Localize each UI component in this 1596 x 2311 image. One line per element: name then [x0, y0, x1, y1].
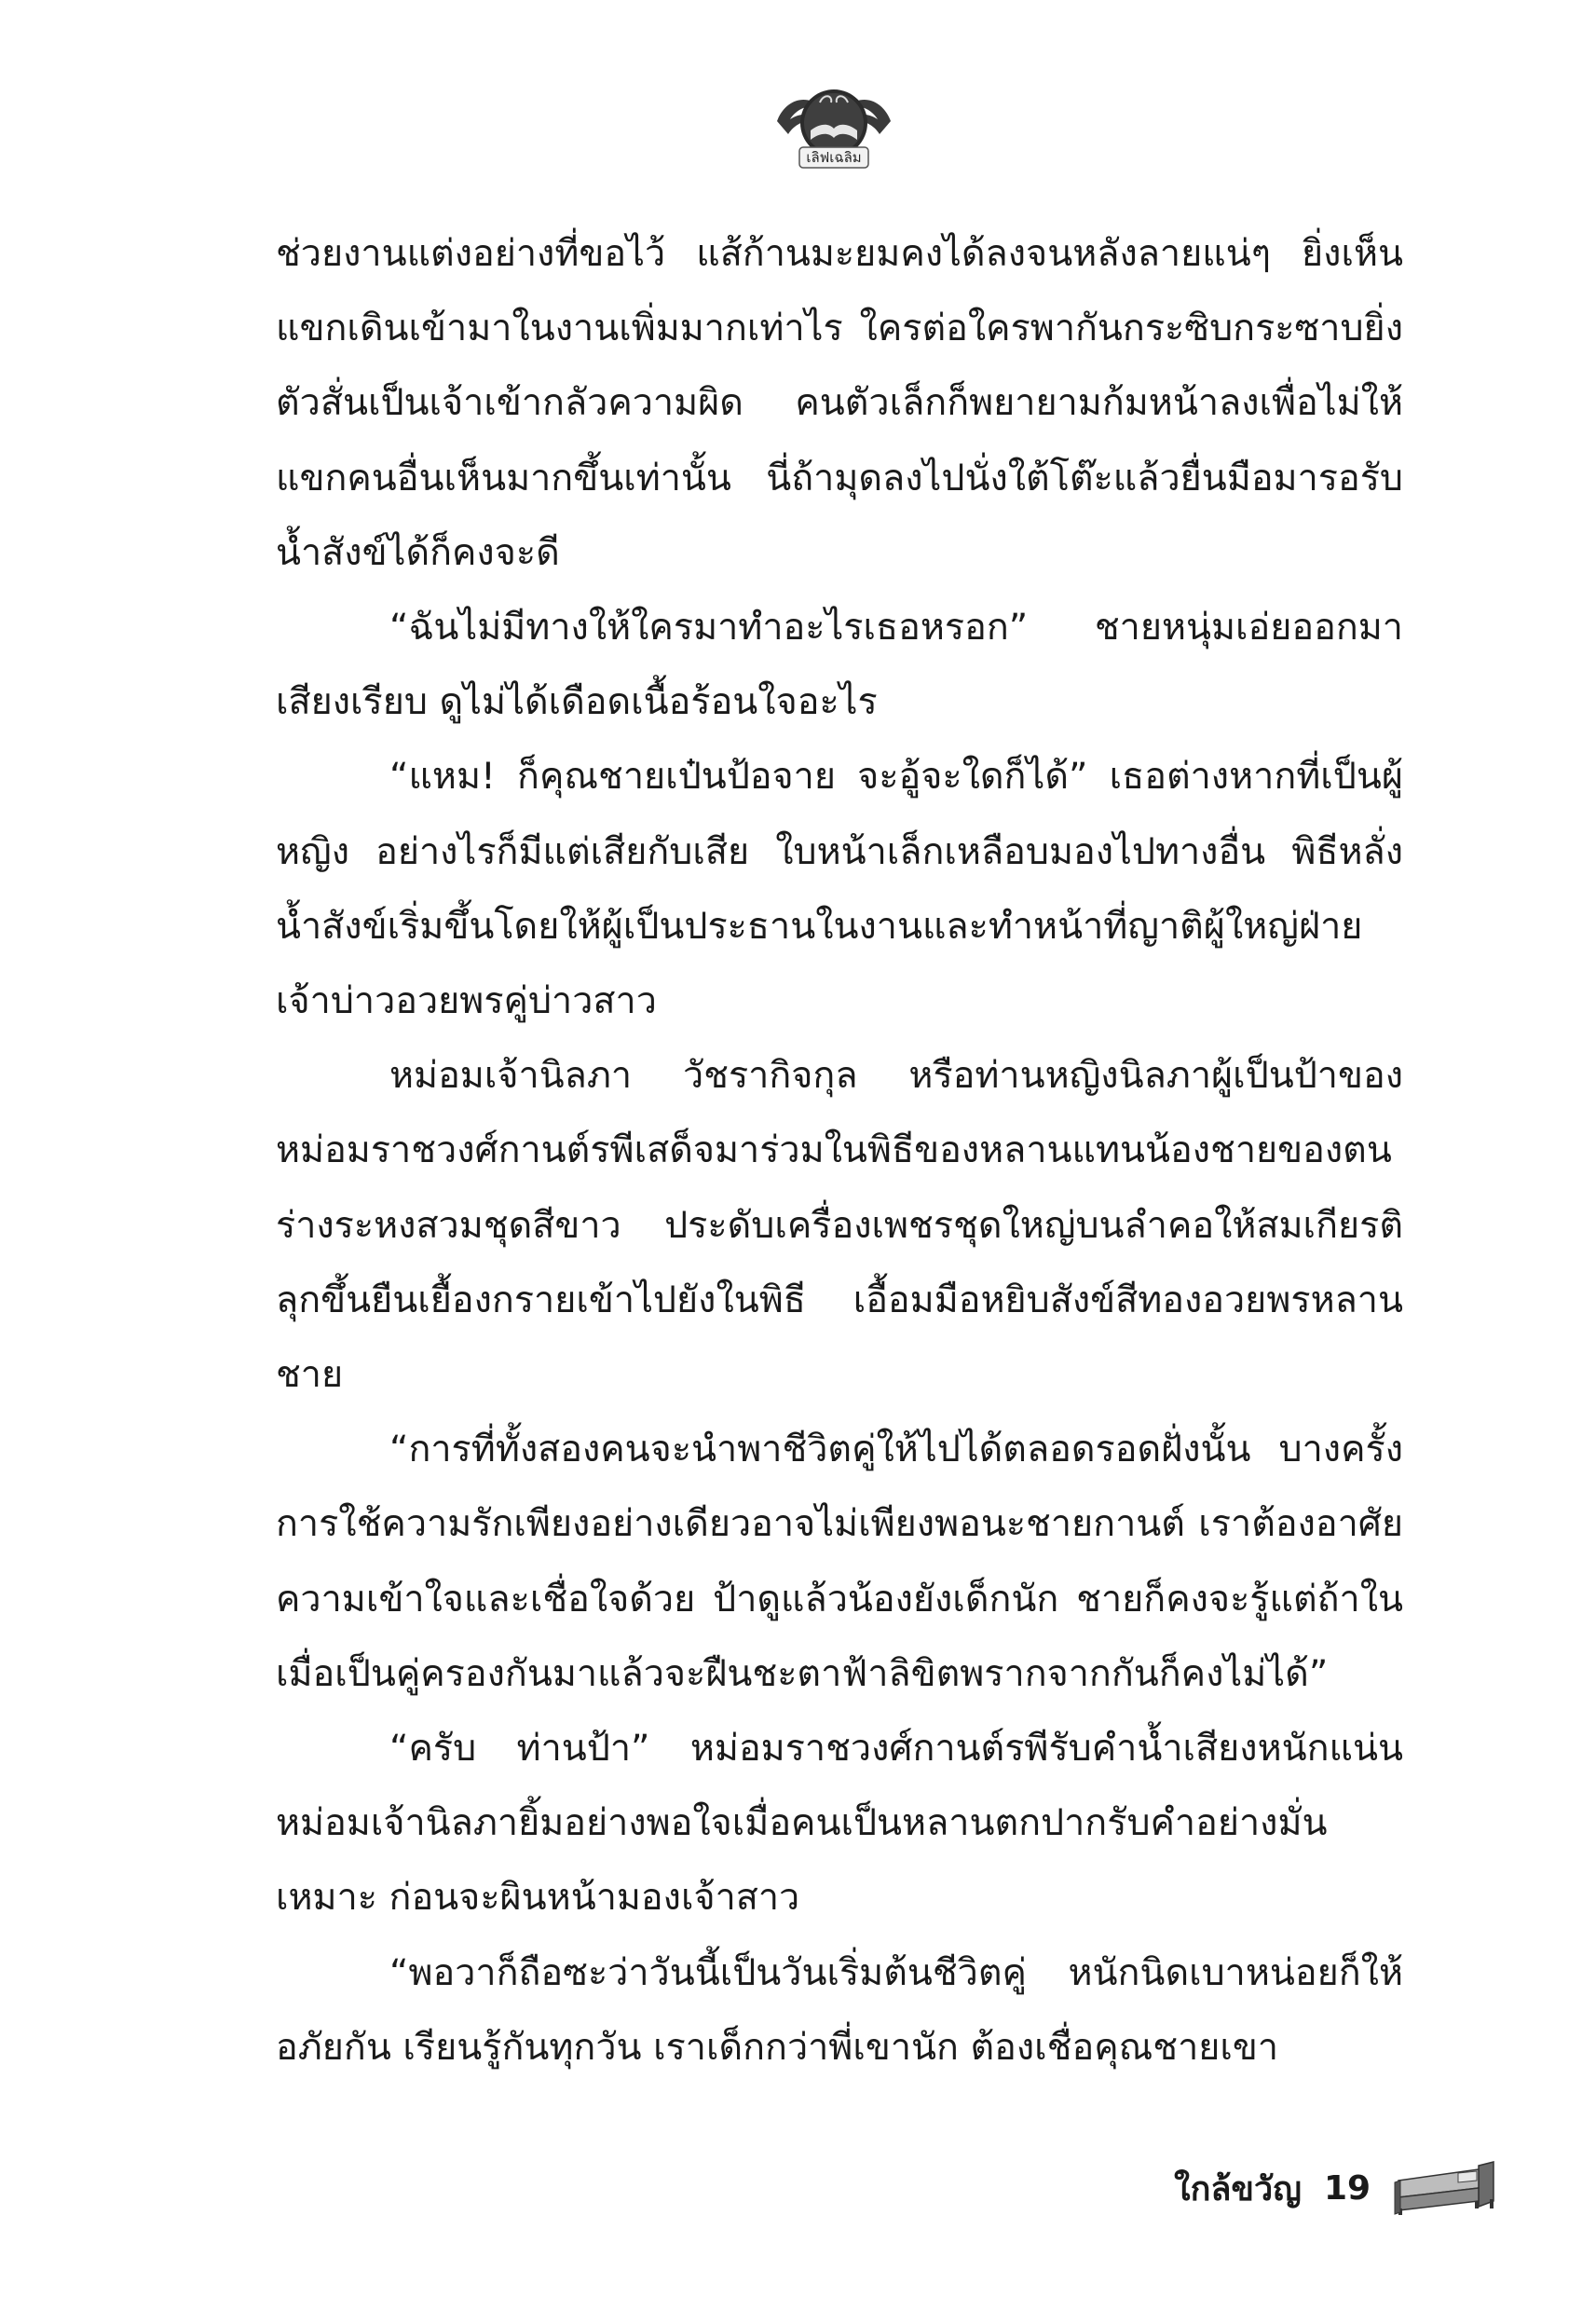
book-wings-icon	[764, 65, 904, 177]
paragraph: “ครับ ท่านป้า” หม่อมราชวงศ์กานต์รพีรับคำน้ำเสียงหนักแน่นหม่อมเจ้านิลภายิ้มอย่างพอใจเมื่อคนเป็นหลานตกปากรับคำอย่างมั่นเหมาะ ก่อนจะผินหน้ามองเจ้าสาว	[276, 1727, 1403, 1920]
paragraph: “การที่ทั้งสองคนจะนำพาชีวิตคู่ให้ไปได้ตลอดรอดฝั่งนั้น บางครั้งการใช้ความรักเพียงอย่างเดียวอาจไม่เพียงพอนะชายกานต์ เราต้องอาศัยความเข้าใจและเชื่อใจด้วย ป้าดูแล้วน้องยังเด็กนัก ชายก็คงจะรู้แต่ถ้าในเมื่อเป็นคู่ครองกันมาแล้วจะฝืนชะตาฟ้าลิขิตพรากจากกันก็คงไม่ได้”	[276, 1428, 1403, 1695]
paragraph: หม่อมเจ้านิลภา วัชรากิจกุล หรือท่านหญิงนิลภาผู้เป็นป้าของหม่อมราชวงศ์กานต์รพีเสด็จมาร่วมในพิธีของหลานแทนน้องชายของตนร่างระหงสวมชุดสีขาว ประดับเครื่องเพชรชุดใหญ่บนลำคอให้สมเกียรติลุกขึ้นยืนเยื้องกรายเข้าไปยังในพิธี เอื้อมมือหยิบสังข์สีทองอวยพรหลานชาย	[276, 1054, 1403, 1397]
paragraph: ช่วยงานแต่งอย่างที่ขอไว้ แส้ก้านมะยมคงได้ลงจนหลังลายแน่ๆ ยิ่งเห็นแขกเดินเข้ามาในงานเพิ่มมากเท่าไร ใครต่อใครพากันกระซิบกระซาบยิ่งตัวสั่นเป็นเจ้าเข้ากลัวความผิด คนตัวเล็กก็พยายามก้มหน้าลงเพื่อไม่ให้แขกคนอื่นเห็นมากขึ้นเท่านั้น นี่ถ้ามุดลงไปนั่งใต้โต๊ะแล้วยื่นมือมารอรับน้ำสังข์ได้ก็คงจะดี	[276, 232, 1403, 574]
chapter-body	[276, 216, 1403, 2085]
paragraph: “แหม! ก็คุณชายเป๋นป้อจาย จะอู้จะใดก็ได้” เธอต่างหากที่เป็นผู้หญิง อย่างไรก็มีแต่เสียกับเสีย ใบหน้าเล็กเหลือบมองไปทางอื่น พิธีหลั่งน้ำสังข์เริ่มขึ้นโดยให้ผู้เป็นประธานในงานและทำหน้าที่ญาติผู้ใหญ่ฝ่ายเจ้าบ่าวอวยพรคู่บ่าวสาว	[276, 755, 1403, 1023]
logo-wordmark: เลิฟเฉลิม	[806, 149, 862, 166]
page-number: 19	[1323, 2168, 1371, 2208]
paragraph: “ฉันไม่มีทางให้ใครมาทำอะไรเธอหรอก” ชายหนุ่มเอ่ยออกมาเสียงเรียบ ดูไม่ได้เดือดเนื้อร้อนใจอะไร	[276, 606, 1403, 724]
bed-icon	[1393, 2160, 1497, 2216]
paragraph: “พอวาก็ถือซะว่าวันนี้เป็นวันเริ่มต้นชีวิตคู่ หนักนิดเบาหน่อยก็ให้อภัยกัน เรียนรู้กันทุกวัน เราเด็กกว่าพี่เขานัก ต้องเชื่อคุณชายเขา	[276, 1950, 1403, 2069]
page-footer	[1174, 2160, 1497, 2216]
running-title: ใกล้ขวัญ	[1174, 2169, 1302, 2208]
publisher-logo	[764, 65, 904, 177]
